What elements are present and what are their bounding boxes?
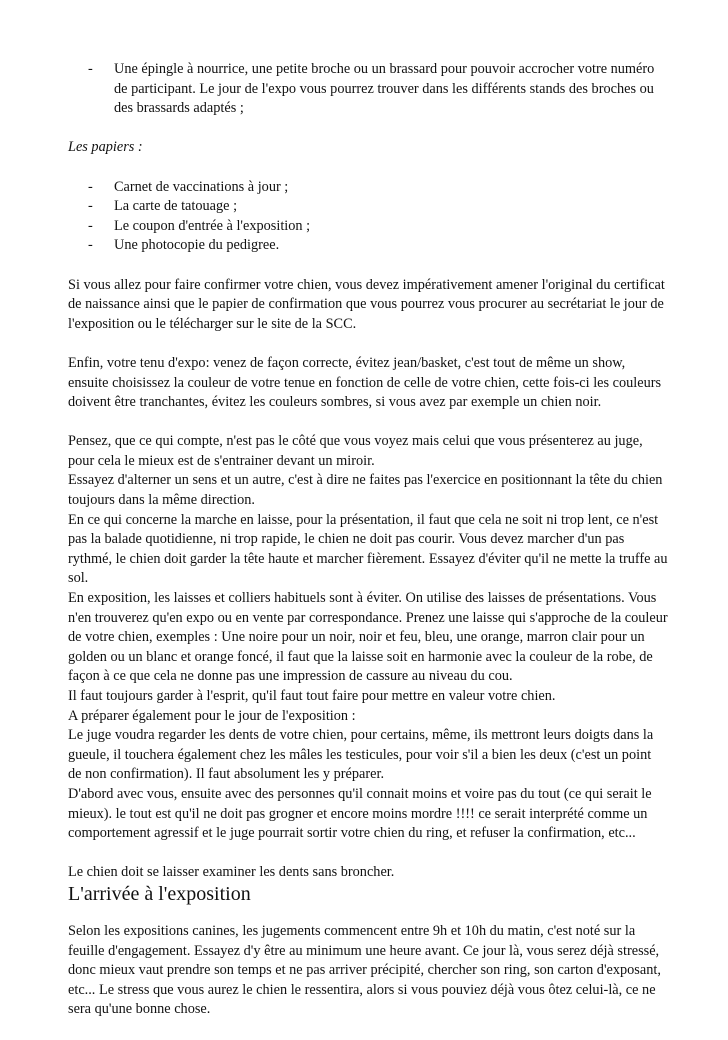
list-item [68,178,668,198]
papers-list [68,178,668,256]
dash-bullet: - [88,178,93,195]
outfit-paragraph: Enfin, votre tenu d'expo: venez de façon correcte, évitez jean/basket, c'est tout de même un show, ensuite choisissez la couleur de votre tenue en fonction de celle de votre chien, cette fois-ci les couleurs doivent être tranchantes, évitez les couleurs sombres, si vous avez par exemple un chien noir. [68,354,662,411]
arrival-paragraph: Selon les expositions canines, les jugements commencent entre 9h et 10h du matin, c'est noté sur la feuille d'engagement. Essayez d'y être au minimum une heure avant. Ce jour là, vous serez déjà stressé, donc mieux vaut prendre son temps et ne pas arriver précipité, chercher son ring, son carton d'exposant, etc... Le stress que vous aurez le chien le ressentira, alors si vous pouviez déjà vous ôtez celui-là, ce ne sera qu'une bonne chose. [68,922,661,1018]
teeth-paragraph: Le chien doit se laisser examiner les dents sans broncher. [68,864,395,881]
presentation-block [68,432,668,843]
block-paragraph: A préparer également pour le jour de l'exposition : [68,707,356,724]
document-page [68,60,668,1040]
block-paragraph: Le juge voudra regarder les dents de votre chien, pour certains, même, ils mettront leurs doigts dans la gueule, il touchera également chez les mâles les testicules, pour voir s'il a bien les deux (c'est un point de non confirmation). Il faut absolument les y préparer. [68,727,654,783]
list-item-text: Carnet de vaccinations à jour ; [114,178,289,195]
block-paragraph: En exposition, les laisses et colliers habituels sont à éviter. On utilise des laisses de présentations. Vous n'en trouverez qu'en expo ou en vente par correspondance. Prenez une laisse qui s'approche de la couleur de votre chien, exemples : Une noire pour un noir, noir et feu, bleu, une orange, marron clair pour un golden ou un blanc et orange foncé, il faut que la laisse soit en harmonie avec la couleur de la robe, de façon à ce que cela ne donne pas une impression de cassure au niveau du cou. [68,590,668,685]
papers-subheading: Les papiers : [68,139,143,156]
block-paragraph: D'abord avec vous, ensuite avec des personnes qu'il connait moins et voire pas du tout (ce qui serait le mieux). le tout est qu'il ne doit pas grogner et encore moins mordre !!!! ce serait interprété comme un comportement agressif et le juge pourrait sortir votre chien du ring, et refuser la confirmation, etc... [68,785,652,842]
list-item [68,197,668,217]
list-item-text: Une photocopie du pedigree. [114,237,280,254]
list-item [68,217,668,237]
block-paragraph: Essayez d'alterner un sens et un autre, c'est à dire ne faites pas l'exercice en positionnant la tête du chien toujours dans la même direction. [68,472,663,509]
dash-bullet: - [88,198,93,215]
list-item-text: La carte de tatouage ; [114,198,238,215]
block-paragraph: En ce qui concerne la marche en laisse, pour la présentation, il faut que cela ne soit ni trop lent, ce n'est pas la balade quotidienne, ni trop rapide, le chien ne doit pas courir. Vous devez marcher d'un pas rythmé, le chien doit garder la tête haute et marcher fièrement. Essayez d'éviter qu'il ne mette la truffe au sol. [68,511,668,587]
dash-bullet: - [88,61,93,77]
block-paragraph: Il faut toujours garder à l'esprit, qu'il faut tout faire pour mettre en valeur votre chien. [68,688,556,704]
dash-bullet: - [88,217,93,234]
dash-bullet: - [88,237,93,254]
list-item-text: Le coupon d'entrée à l'exposition ; [114,217,311,234]
list-item [68,236,668,256]
block-paragraph: Pensez, que ce qui compte, n'est pas le côté que vous voyez mais celui que vous présenterez au juge, pour cela le mieux est de s'entrainer devant un miroir. [68,433,643,469]
section-heading-arrival: L'arrivée à l'exposition [68,882,251,905]
list-item-text: Une épingle à nourrice, une petite broche ou un brassard pour pouvoir accrocher votre numéro de participant. Le jour de l'expo vous pourrez trouver dans les différents stands des broches ou des brassards adaptés ; [114,61,655,117]
supplies-list [68,60,668,119]
confirmation-paragraph: Si vous allez pour faire confirmer votre chien, vous devez impérativement amener l'original du certificat de naissance ainsi que le papier de confirmation que vous pourrez vous procurer au secrétariat le jour de l'exposition ou le télécharger sur le site de la SCC. [68,276,665,332]
list-item [68,60,668,119]
